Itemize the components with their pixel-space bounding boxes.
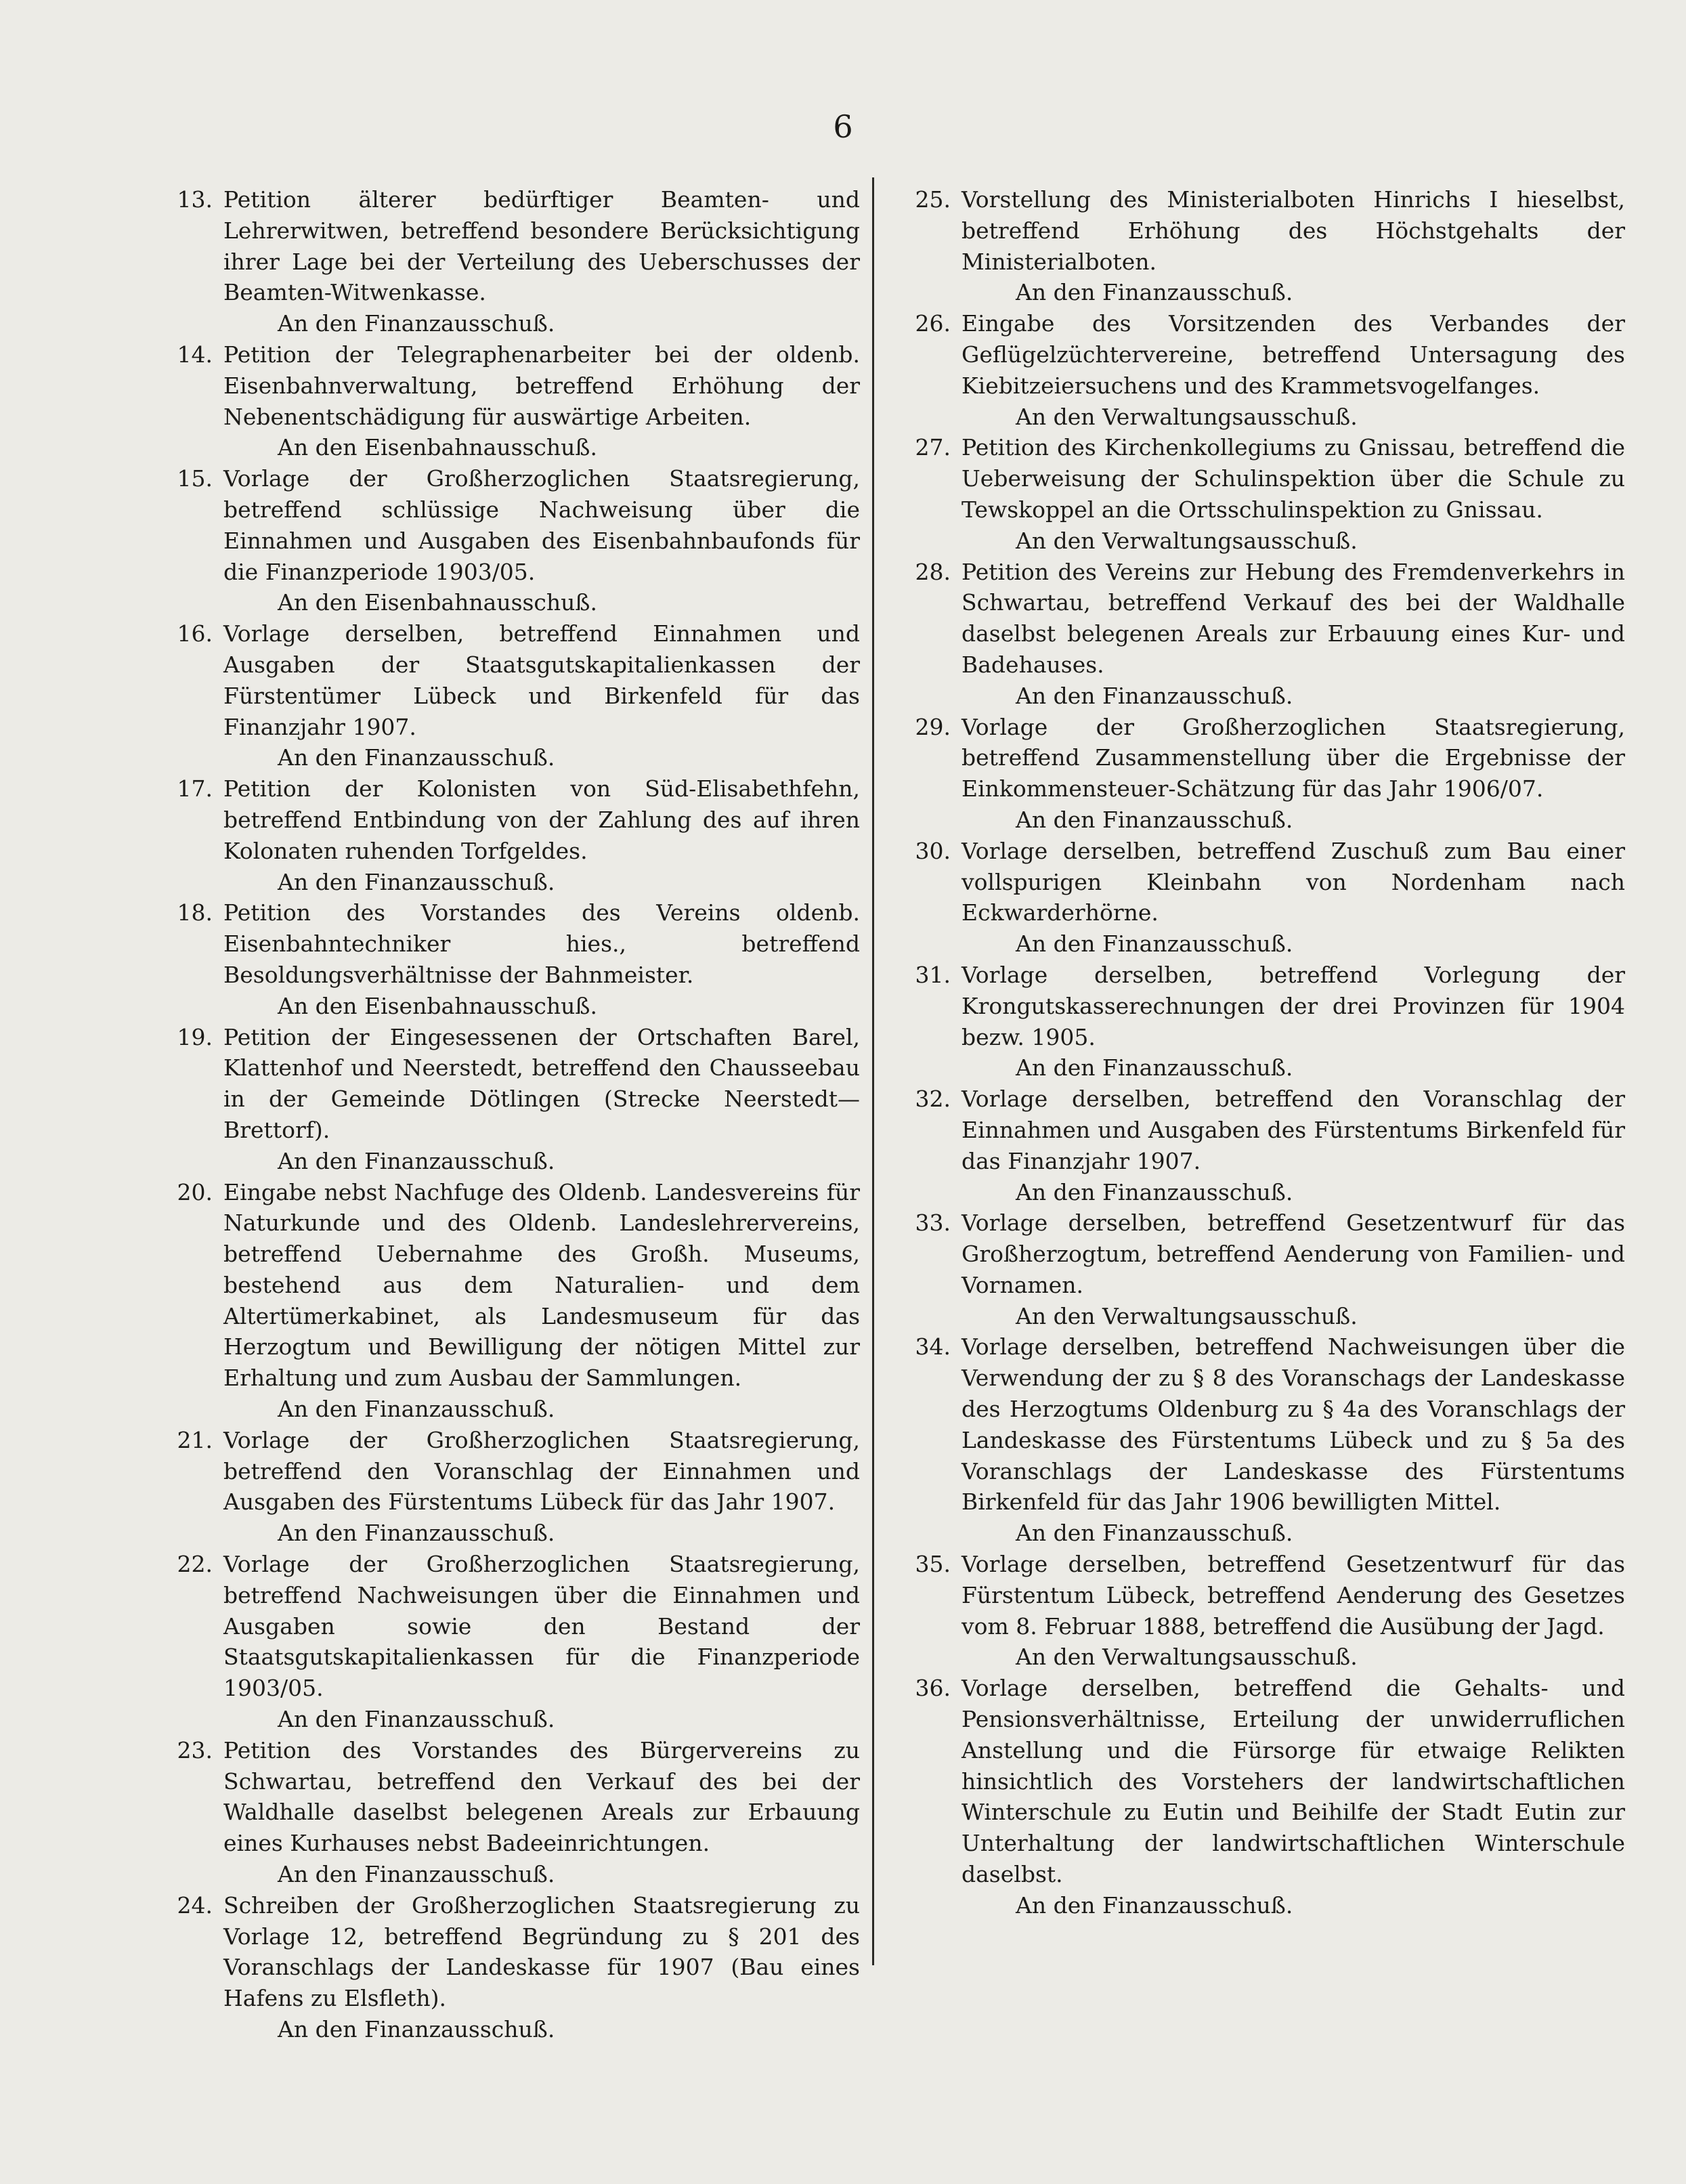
list-item [156,463,860,618]
committee-referral: An den Finanzausschuß. [1016,930,1293,958]
item-number: 33. [915,1209,951,1237]
list-item [894,1673,1625,1921]
item-text-31: 31. Vorlage derselben, betreffend Vorlegung der Krongutskasserechnungen der drei Provinzen für 1904 bezw. 1905. [894,960,1625,1052]
item-number: 21. [177,1426,213,1453]
item-number: 35. [915,1551,951,1578]
item-text-27: 27. Petition des Kirchenkollegiums zu Gnissau, betreffend die Ueberweisung der Schulinspektion über die Schule zu Tewskoppel an die Ortsschulinspektion zu Gnissau. [894,432,1625,525]
committee-referral: An den Finanzausschuß. [278,1396,555,1423]
item-text-35: 35. Vorlage derselben, betreffend Gesetzentwurf für das Fürstentum Lübeck, betreffend Aenderung des Gesetzes vom 8. Februar 1888, betreffend die Ausübung der Jagd. [894,1549,1625,1642]
item-number: 23. [177,1736,213,1763]
item-number: 25. [915,186,951,213]
list-item [156,184,860,339]
list-item [894,1084,1625,1207]
list-item [894,1207,1625,1331]
committee-referral: An den Eisenbahnausschuß. [278,589,597,616]
item-number: 29. [915,713,951,740]
item-number: 13. [177,186,213,213]
item-text-14: 14. Petition der Telegraphenarbeiter bei der oldenb. Eisenbahnverwaltung, betreffend Erhöhung der Nebenentschädigung für auswärtige Arbeiten. [156,339,860,432]
item-number: 31. [915,961,951,988]
item-text-15: 15. Vorlage der Großherzoglichen Staatsregierung, betreffend schlüssige Nachweisung über die Einnahmen und Ausgaben des Eisenbahnbaufonds für die Finanzperiode 1903/05. [156,463,860,587]
list-item [156,897,860,1021]
item-text-20: 20. Eingabe nebst Nachfuge des Oldenb. Landesvereins für Naturkunde und des Oldenb. Landeslehrervereins, betreffend Uebernahme des Großh. Museums, bestehend aus dem Naturalien- und dem Altertümerkabinet, als Landesmuseum für das Herzogtum und Bewilligung der nötigen Mittel zur Erhaltung und zum Ausbau der Sammlungen. [156,1177,860,1394]
list-item [894,184,1625,308]
list-item [156,1425,860,1549]
committee-referral: An den Eisenbahnausschuß. [278,434,597,461]
item-text-16: 16. Vorlage derselben, betreffend Einnahmen und Ausgaben der Staatsgutskapitalienkassen der Fürstentümer Lübeck und Birkenfeld für das Finanzjahr 1907. [156,618,860,742]
list-item [156,339,860,463]
item-number: 26. [915,310,951,337]
committee-referral: An den Finanzausschuß. [278,868,555,895]
committee-referral: An den Finanzausschuß. [278,310,555,337]
item-text-26: 26. Eingabe des Vorsitzenden des Verbandes der Geflügelzüchtervereine, betreffend Untersagung des Kiebitzeiersuchens und des Krammetsvogelfanges. [894,308,1625,401]
item-number: 32. [915,1086,951,1113]
item-text-24: 24. Schreiben der Großherzoglichen Staatsregierung zu Vorlage 12, betreffend Begründung zu § 201 des Voranschlags der Landeskasse für 1907 (Bau eines Hafens zu Elsfleth). [156,1890,860,2014]
committee-referral: An den Verwaltungsausschuß. [1016,1644,1358,1671]
committee-referral: An den Finanzausschuß. [278,1147,555,1174]
item-number: 22. [177,1551,213,1578]
committee-referral: An den Finanzausschuß. [278,744,555,771]
committee-referral: An den Verwaltungsausschuß. [1016,527,1358,554]
right-column [894,184,1625,1921]
committee-referral: An den Finanzausschuß. [1016,682,1293,709]
item-text-30: 30. Vorlage derselben, betreffend Zuschuß zum Bau einer vollspurigen Kleinbahn von Nordenham nach Eckwarderhörne. [894,836,1625,928]
list-item [894,1331,1625,1549]
item-text-23: 23. Petition des Vorstandes des Bürgervereins zu Schwartau, betreffend den Verkauf des bei der Waldhalle daselbst belegenen Areals zur Erbauung eines Kurhauses nebst Badeeinrichtungen. [156,1735,860,1859]
list-item [156,1735,860,1890]
item-number: 27. [915,434,951,461]
item-number: 17. [177,775,213,802]
item-number: 24. [177,1891,213,1919]
committee-referral: An den Finanzausschuß. [1016,1520,1293,1547]
list-item [894,712,1625,836]
list-item [894,836,1625,960]
item-number: 18. [177,899,213,926]
item-text-29: 29. Vorlage der Großherzoglichen Staatsregierung, betreffend Zusammenstellung über die Ergebnisse der Einkommensteuer-Schätzung für das Jahr 1906/07. [894,712,1625,805]
list-item [894,308,1625,432]
item-number: 30. [915,837,951,864]
item-text-18: 18. Petition des Vorstandes des Vereins oldenb. Eisenbahntechniker hies., betreffend Besoldungsverhältnisse der Bahnmeister. [156,897,860,990]
left-column [156,184,860,2045]
item-number: 15. [177,465,213,492]
committee-referral: An den Finanzausschuß. [1016,279,1293,306]
list-item [156,1022,860,1177]
committee-referral: An den Verwaltungsausschuß. [1016,1302,1358,1329]
list-item [894,960,1625,1084]
committee-referral: An den Finanzausschuß. [278,2016,555,2043]
item-text-36: 36. Vorlage derselben, betreffend die Gehalts- und Pensionsverhältnisse, Erteilung der unwiderruflichen Anstellung und die Fürsorge für etwaige Relikten hinsichtlich des Vorstehers der landwirtschaftlichen Winterschule zu Eutin und Beihilfe der Stadt Eutin zur Unterhaltung der landwirtschaftlichen Winterschule daselbst. [894,1673,1625,1890]
item-number: 20. [177,1178,213,1205]
committee-referral: An den Verwaltungsausschuß. [1016,403,1358,430]
item-text-22: 22. Vorlage der Großherzoglichen Staatsregierung, betreffend Nachweisungen über die Einnahmen und Ausgaben sowie den Bestand der Staatsgutskapitalienkassen für die Finanzperiode 1903/05. [156,1549,860,1704]
list-item [156,1890,860,2045]
item-text-28: 28. Petition des Vereins zur Hebung des Fremdenverkehrs in Schwartau, betreffend Verkauf des bei der Waldhalle daselbst belegenen Areals zur Erbauung eines Kur- und Badehauses. [894,557,1625,681]
column-divider [872,177,874,1965]
list-item [894,432,1625,556]
page-number: 6 [833,108,853,145]
committee-referral: An den Finanzausschuß. [278,1520,555,1547]
item-number: 36. [915,1675,951,1702]
item-text-32: 32. Vorlage derselben, betreffend den Voranschlag der Einnahmen und Ausgaben des Fürstentums Birkenfeld für das Finanzjahr 1907. [894,1084,1625,1176]
committee-referral: An den Finanzausschuß. [1016,1054,1293,1082]
item-number: 14. [177,341,213,368]
committee-referral: An den Finanzausschuß. [1016,1178,1293,1205]
committee-referral: An den Finanzausschuß. [278,1861,555,1888]
committee-referral: An den Finanzausschuß. [278,1706,555,1733]
item-text-34: 34. Vorlage derselben, betreffend Nachweisungen über die Verwendung der zu § 8 des Voranschags der Landeskasse des Herzogtums Oldenburg zu § 4a des Voranschlags der Landeskasse des Fürstentums Lübeck und zu § 5a des Voranschlags der Landeskasse des Fürstentums Birkenfeld für das Jahr 1906 bewilligten Mittel. [894,1331,1625,1518]
list-item [156,1177,860,1425]
item-text-13: 13. Petition älterer bedürftiger Beamten- und Lehrerwitwen, betreffend besondere Berücksichtigung ihrer Lage bei der Verteilung des Ueberschusses der Beamten-Witwenkasse. [156,184,860,308]
item-number: 16. [177,620,213,647]
committee-referral: An den Finanzausschuß. [1016,1891,1293,1919]
committee-referral: An den Eisenbahnausschuß. [278,992,597,1019]
list-item [894,557,1625,712]
item-text-33: 33. Vorlage derselben, betreffend Gesetzentwurf für das Großherzogtum, betreffend Aenderung von Familien- und Vornamen. [894,1207,1625,1300]
list-item [894,1549,1625,1673]
item-text-19: 19. Petition der Eingesessenen der Ortschaften Barel, Klattenhof und Neerstedt, betreffend den Chausseebau in der Gemeinde Dötlingen (Strecke Neerstedt—Brettorf). [156,1022,860,1146]
item-number: 19. [177,1023,213,1050]
list-item [156,1549,860,1735]
item-number: 34. [915,1333,951,1361]
committee-referral: An den Finanzausschuß. [1016,806,1293,833]
item-number: 28. [915,558,951,585]
list-item [156,773,860,897]
item-text-17: 17. Petition der Kolonisten von Süd-Elisabethfehn, betreffend Entbindung von der Zahlung des auf ihren Kolonaten ruhenden Torfgeldes. [156,773,860,866]
item-text-21: 21. Vorlage der Großherzoglichen Staatsregierung, betreffend den Voranschlag der Einnahmen und Ausgaben des Fürstentums Lübeck für das Jahr 1907. [156,1425,860,1518]
item-text-25: 25. Vorstellung des Ministerialboten Hinrichs I hieselbst, betreffend Erhöhung des Höchstgehalts der Ministerialboten. [894,184,1625,277]
list-item [156,618,860,773]
